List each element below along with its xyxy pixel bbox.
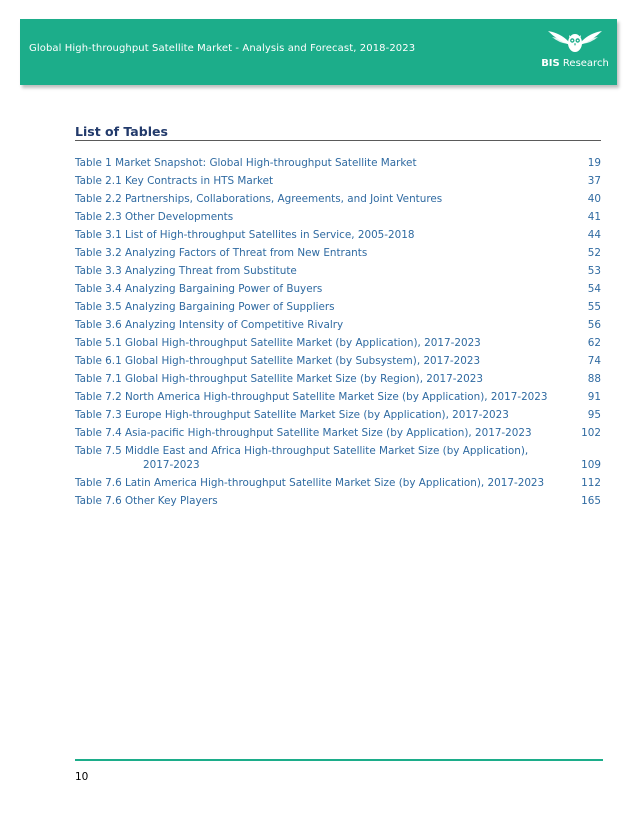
toc-entry[interactable] <box>75 354 601 368</box>
toc-entry[interactable] <box>75 494 601 508</box>
toc-entry[interactable] <box>75 318 601 332</box>
toc-entry[interactable] <box>75 246 601 260</box>
toc-entry[interactable] <box>75 264 601 278</box>
toc-entry[interactable] <box>75 174 601 188</box>
toc-entry-page-number[interactable]: 19 <box>587 157 601 169</box>
toc-entry-label-text: Table 2.1 Key Contracts in HTS Market <box>75 175 274 187</box>
toc-entry-label[interactable] <box>75 476 577 490</box>
toc-entry-label[interactable] <box>75 192 577 206</box>
toc-entry-label[interactable] <box>75 372 577 386</box>
toc-entry-label-text: Table 2.3 Other Developments <box>75 211 234 223</box>
header-title: Global High-throughput Satellite Market - Analysis and Forecast, 2018-2023 <box>29 43 416 54</box>
toc-entry-page-number[interactable]: 109 <box>581 459 601 471</box>
toc-entry-label[interactable] <box>75 210 577 224</box>
toc-entry-label-text: Table 3.1 List of High-throughput Satellites in Service, 2005-2018 <box>75 229 415 241</box>
page-header <box>20 19 617 85</box>
toc-entry-label-text: Table 7.6 Other Key Players <box>75 495 218 507</box>
toc-entry-page-number[interactable]: 112 <box>581 477 601 489</box>
owl-logo-icon <box>546 27 604 55</box>
toc-entry[interactable] <box>75 192 601 206</box>
toc-entry-label-text: Table 7.4 Asia-pacific High-throughput Satellite Market Size (by Application), 2017-2023 <box>75 427 532 439</box>
list-of-tables <box>75 156 601 512</box>
toc-entry-page-number[interactable]: 91 <box>587 391 601 403</box>
toc-entry[interactable] <box>75 372 601 386</box>
toc-entry-page-number[interactable]: 74 <box>587 355 601 367</box>
toc-entry[interactable] <box>75 336 601 350</box>
toc-entry-label[interactable] <box>75 444 577 472</box>
title-divider <box>75 140 601 141</box>
toc-entry-label-text: Table 3.5 Analyzing Bargaining Power of Suppliers <box>75 301 335 313</box>
toc-entry[interactable] <box>75 476 601 490</box>
toc-entry-label[interactable] <box>75 282 577 296</box>
toc-entry-label-text: Table 7.6 Latin America High-throughput Satellite Market Size (by Application), 2017-2023 <box>75 477 545 489</box>
toc-entry-label-continuation: 2017-2023 <box>143 459 200 471</box>
bis-research-logo <box>538 27 612 77</box>
toc-entry[interactable] <box>75 210 601 224</box>
toc-entry-label-text: Table 7.1 Global High-throughput Satellite Market Size (by Region), 2017-2023 <box>75 373 483 385</box>
toc-entry-label[interactable] <box>75 390 577 404</box>
toc-entry-label-text: Table 1 Market Snapshot: Global High-throughput Satellite Market <box>75 157 417 169</box>
toc-entry-page-number[interactable]: 55 <box>587 301 601 313</box>
toc-entry-label-text: Table 3.2 Analyzing Factors of Threat from New Entrants <box>75 247 368 259</box>
toc-entry-label-text: Table 3.6 Analyzing Intensity of Competitive Rivalry <box>75 319 344 331</box>
toc-entry-label[interactable] <box>75 300 577 314</box>
page-title: List of Tables <box>75 124 168 139</box>
toc-entry-page-number[interactable]: 37 <box>587 175 601 187</box>
toc-entry[interactable] <box>75 426 601 440</box>
footer-divider <box>75 759 603 761</box>
toc-entry-label[interactable] <box>75 246 577 260</box>
toc-entry-page-number[interactable]: 40 <box>587 193 601 205</box>
toc-entry-label-text: Table 7.2 North America High-throughput Satellite Market Size (by Application), 2017-2023 <box>75 391 548 403</box>
toc-entry-label-text: Table 6.1 Global High-throughput Satellite Market (by Subsystem), 2017-2023 <box>75 355 481 367</box>
toc-entry-page-number[interactable]: 56 <box>587 319 601 331</box>
toc-entry-label[interactable] <box>75 426 577 440</box>
toc-entry-page-number[interactable]: 62 <box>587 337 601 349</box>
toc-entry-label-text: Table 5.1 Global High-throughput Satellite Market (by Application), 2017-2023 <box>75 337 481 349</box>
toc-entry-label[interactable] <box>75 408 577 422</box>
toc-entry-label[interactable] <box>75 336 577 350</box>
toc-entry-page-number[interactable]: 41 <box>587 211 601 223</box>
toc-entry[interactable] <box>75 408 601 422</box>
toc-entry[interactable] <box>75 156 601 170</box>
toc-entry-page-number[interactable]: 54 <box>587 283 601 295</box>
toc-entry-label-text: Table 7.3 Europe High-throughput Satellite Market Size (by Application), 2017-2023 <box>75 409 509 421</box>
toc-entry-label[interactable] <box>75 156 577 170</box>
toc-entry[interactable] <box>75 390 601 404</box>
toc-entry-page-number[interactable]: 102 <box>581 427 601 439</box>
toc-entry-label[interactable] <box>75 174 577 188</box>
toc-entry-label[interactable] <box>75 494 577 508</box>
toc-entry-label-text: Table 3.4 Analyzing Bargaining Power of Buyers <box>75 283 323 295</box>
toc-entry[interactable] <box>75 282 601 296</box>
toc-entry-label[interactable] <box>75 354 577 368</box>
toc-entry-label-text: Table 3.3 Analyzing Threat from Substitute <box>75 265 297 277</box>
toc-entry-label[interactable] <box>75 318 577 332</box>
toc-entry-label[interactable] <box>75 264 577 278</box>
logo-wordmark: BIS Research <box>541 58 609 69</box>
toc-entry-label-text: Table 2.2 Partnerships, Collaborations, Agreements, and Joint Ventures <box>75 193 443 205</box>
toc-entry-page-number[interactable]: 53 <box>587 265 601 277</box>
page-number: 10 <box>75 771 89 783</box>
toc-entry[interactable] <box>75 228 601 242</box>
toc-entry[interactable] <box>75 300 601 314</box>
toc-entry-label[interactable] <box>75 228 577 242</box>
toc-entry-page-number[interactable]: 44 <box>587 229 601 241</box>
toc-entry[interactable] <box>75 444 601 472</box>
toc-entry-label-text: Table 7.5 Middle East and Africa High-throughput Satellite Market Size (by Application), <box>75 445 529 457</box>
toc-entry-page-number[interactable]: 165 <box>581 495 601 507</box>
toc-entry-page-number[interactable]: 88 <box>587 373 601 385</box>
toc-entry-page-number[interactable]: 52 <box>587 247 601 259</box>
toc-entry-page-number[interactable]: 95 <box>587 409 601 421</box>
